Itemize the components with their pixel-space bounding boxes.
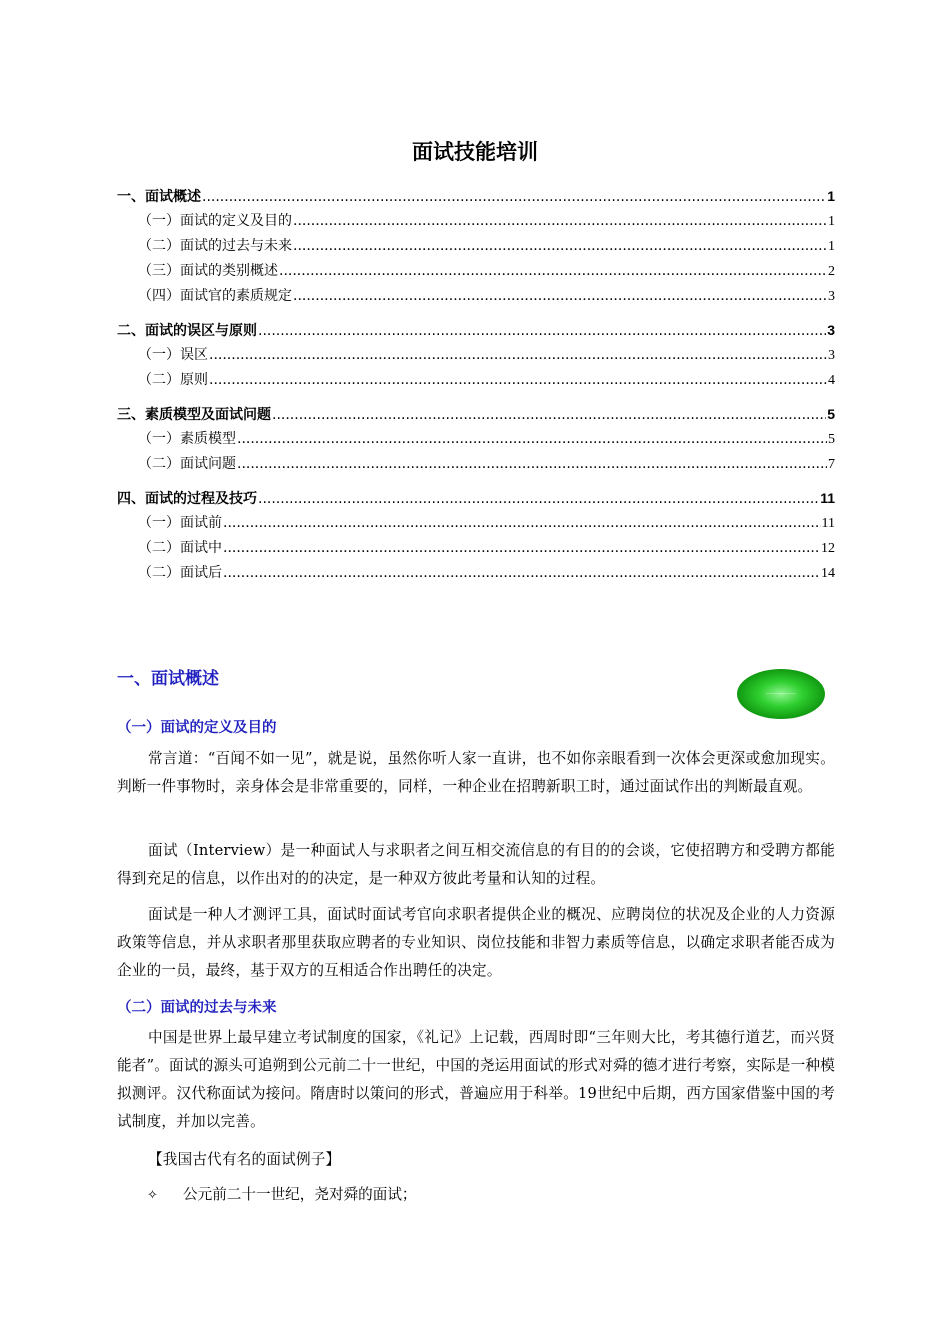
toc-entry-page: 1	[827, 188, 835, 204]
toc-leader-dots	[237, 427, 827, 452]
toc-entry[interactable]	[117, 561, 835, 586]
toc-leader-dots	[293, 234, 827, 259]
toc-leader-dots	[258, 487, 819, 512]
toc-entry[interactable]	[117, 452, 835, 477]
toc-leader-dots	[293, 284, 827, 309]
toc-entry-page: 14	[821, 566, 835, 581]
toc-entry-page: 1	[828, 239, 835, 254]
toc-entry-page: 7	[828, 457, 835, 472]
toc-entry-page: 4	[828, 373, 835, 388]
toc-leader-dots	[272, 403, 826, 428]
toc-entry[interactable]	[117, 536, 835, 561]
toc-leader-dots	[223, 511, 821, 536]
paragraph: 中国是世界上最早建立考试制度的国家，《礼记》上记载，西周时即“三年则大比，考其德行道艺，而兴贤能者”。面试的源头可追朔到公元前二十一世纪，中国的尧运用面试的形式对舜的德才进行考察，实际是一种模拟测评。汉代称面试为接问。隋唐时以策问的形式，普遍应用于科举。19世纪中后期，西方国家借鉴中国的考试制度，并加以完善。	[117, 1029, 835, 1130]
toc-entry-page: 3	[827, 322, 835, 338]
toc-leader-dots	[223, 536, 820, 561]
toc-entry[interactable]	[117, 486, 835, 511]
toc-entry-label: （二）面试问题	[138, 456, 236, 472]
paragraph: 【我国古代有名的面试例子】	[148, 1151, 341, 1168]
toc-entry-label: （二）面试中	[138, 540, 222, 556]
toc-entry-label: （一）误区	[138, 347, 208, 363]
toc-entry-label: （二）面试后	[138, 565, 222, 581]
toc-leader-dots	[223, 561, 820, 586]
toc-entry-label: 二、面试的误区与原则	[117, 323, 257, 339]
toc-leader-dots	[202, 185, 826, 210]
toc-entry-label: （一）素质模型	[138, 431, 236, 447]
toc-entry-page: 3	[828, 289, 835, 304]
toc-entry-label: 一、面试概述	[117, 189, 201, 205]
toc-leader-dots	[209, 343, 827, 368]
toc-entry-label: （一）面试的定义及目的	[138, 213, 292, 229]
toc-entry-page: 11	[820, 490, 835, 506]
toc-entry-label: （二）面试的过去与未来	[138, 238, 292, 254]
toc-leader-dots	[209, 368, 827, 393]
toc-entry[interactable]	[117, 402, 835, 427]
toc-entry[interactable]	[117, 234, 835, 259]
toc-entry[interactable]	[117, 259, 835, 284]
toc-entry[interactable]	[117, 318, 835, 343]
toc-entry-label: 三、素质模型及面试问题	[117, 407, 271, 423]
paragraph: 常言道：“百闻不如一见”，就是说，虽然你听人家一直讲，也不如你亲眼看到一次体会更深或愈加现实。判断一件事物时，亲身体会是非常重要的，同样，一种企业在招聘新职工时，通过面试作出的判断最直观。	[117, 750, 835, 795]
toc-entry-page: 1	[828, 214, 835, 229]
toc-entry[interactable]	[117, 427, 835, 452]
green-ellipse-shape	[737, 669, 825, 719]
paragraph: 面试是一种人才测评工具，面试时面试考官向求职者提供企业的概况、应聘岗位的状况及企业的人力资源政策等信息，并从求职者那里获取应聘者的专业知识、岗位技能和非智力素质等信息，以确定求职者能否成为企业的一员，最终，基于双方的互相适合作出聘任的决定。	[117, 906, 835, 979]
toc-entry-page: 12	[821, 541, 835, 556]
table-of-contents	[117, 184, 835, 586]
toc-entry-page: 3	[828, 348, 835, 363]
toc-entry[interactable]	[117, 511, 835, 536]
document-title: 面试技能培训	[412, 140, 538, 164]
toc-entry[interactable]	[117, 284, 835, 309]
toc-entry-page: 5	[827, 406, 835, 422]
list-item	[147, 1183, 417, 1204]
section-heading: 一、面试概述	[117, 669, 219, 689]
toc-leader-dots	[279, 259, 827, 284]
toc-leader-dots	[237, 452, 827, 477]
toc-entry-label: （一）面试前	[138, 515, 222, 531]
toc-entry-page: 2	[828, 264, 835, 279]
toc-entry-label: 四、面试的过程及技巧	[117, 491, 257, 507]
toc-entry[interactable]	[117, 343, 835, 368]
toc-entry-page: 5	[828, 432, 835, 447]
paragraph: 面试（Interview）是一种面试人与求职者之间互相交流信息的有目的的会谈，它使招聘方和受聘方都能得到充足的信息，以作出对的的决定，是一种双方彼此考量和认知的过程。	[117, 842, 835, 887]
toc-entry-label: （四）面试官的素质规定	[138, 288, 292, 304]
toc-entry-page: 11	[821, 516, 835, 531]
subsection-heading: （一）面试的定义及目的	[117, 720, 277, 736]
toc-leader-dots	[293, 209, 827, 234]
subsection-heading: （二）面试的过去与未来	[117, 1000, 277, 1016]
diamond-bullet-icon: ✧	[147, 1188, 158, 1203]
toc-entry-label: （三）面试的类别概述	[138, 263, 278, 279]
toc-entry[interactable]	[117, 368, 835, 393]
list-item-text: 公元前二十一世纪，尧对舜的面试；	[183, 1186, 417, 1203]
toc-leader-dots	[258, 319, 826, 344]
toc-entry[interactable]	[117, 184, 835, 209]
toc-entry[interactable]	[117, 209, 835, 234]
toc-entry-label: （二）原则	[138, 372, 208, 388]
